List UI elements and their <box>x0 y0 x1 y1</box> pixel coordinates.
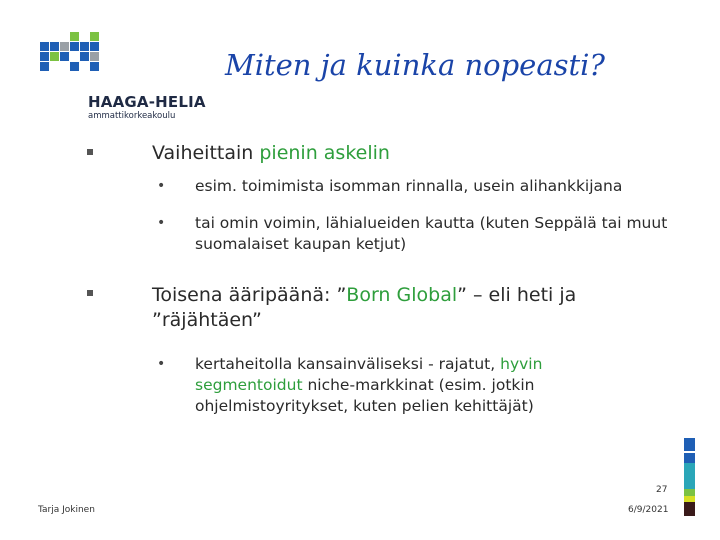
slide-title: Miten ja kuinka nopeasti? <box>225 48 605 82</box>
logo-square-icon <box>60 42 69 51</box>
logo-square-icon <box>60 52 69 61</box>
logo-square-icon <box>50 42 59 51</box>
bullet-2-pre: Toisena ääripäänä: ” <box>152 284 347 306</box>
logo-square-icon <box>70 32 79 41</box>
side-bar-decoration <box>684 489 695 496</box>
side-bar-decoration <box>684 438 695 451</box>
bullet-1-pre: Vaiheittain <box>152 142 260 164</box>
square-bullet-icon <box>87 290 93 296</box>
bullet-1-highlight: pienin askelin <box>259 142 390 164</box>
square-bullet-icon <box>87 149 93 155</box>
bullet-2-text <box>152 283 647 333</box>
logo-subtitle: ammattikorkeakoulu <box>88 111 176 121</box>
logo-square-icon <box>80 52 89 61</box>
sub-bullet-text: tai omin voimin, lähialueiden kautta (kuten Seppälä tai muut suomalaiset kaupan ketjut) <box>195 214 668 253</box>
side-bar-decoration <box>684 463 695 476</box>
logo-name: HAAGA-HELIA <box>88 93 206 111</box>
footer-date: 6/9/2021 <box>628 505 669 515</box>
logo-square-icon <box>80 42 89 51</box>
dot-bullet-icon: • <box>157 356 166 372</box>
sub-bullet-text: esim. toimimista isomman rinnalla, usein alihankkijana <box>195 177 623 195</box>
bullet-1-text <box>152 141 672 166</box>
logo-square-icon <box>50 52 59 61</box>
footer-author: Tarja Jokinen <box>38 505 95 515</box>
bullet-2-post: ” – eli heti ja ”räjähtäen” <box>152 284 577 331</box>
sub-bullet-2-1 <box>195 354 625 417</box>
dot-bullet-icon: • <box>157 215 166 231</box>
haaga-helia-logo <box>38 30 208 121</box>
logo-square-icon <box>70 42 79 51</box>
sub-bullet-pre: kertaheitolla kansainväliseksi - rajatut, <box>195 355 501 373</box>
side-bar-decoration <box>684 502 695 516</box>
side-bar-decoration <box>684 476 695 489</box>
sub-bullet-1-1 <box>195 176 690 197</box>
logo-square-icon <box>70 62 79 71</box>
logo-square-icon <box>40 62 49 71</box>
logo-square-icon <box>40 42 49 51</box>
logo-square-icon <box>90 32 99 41</box>
sub-bullet-1-2 <box>195 213 685 255</box>
logo-square-icon <box>90 52 99 61</box>
sub-bullet-post: niche-markkinat (esim. jotkin ohjelmistoyritykset, kuten pelien kehittäjät) <box>195 376 535 415</box>
logo-square-icon <box>40 52 49 61</box>
dot-bullet-icon: • <box>157 178 166 194</box>
logo-square-icon <box>90 42 99 51</box>
logo-square-icon <box>90 62 99 71</box>
page-number: 27 <box>656 485 668 495</box>
bullet-2-highlight: Born Global <box>346 284 458 306</box>
sub-bullet-highlight: hyvin segmentoidut <box>195 355 543 394</box>
